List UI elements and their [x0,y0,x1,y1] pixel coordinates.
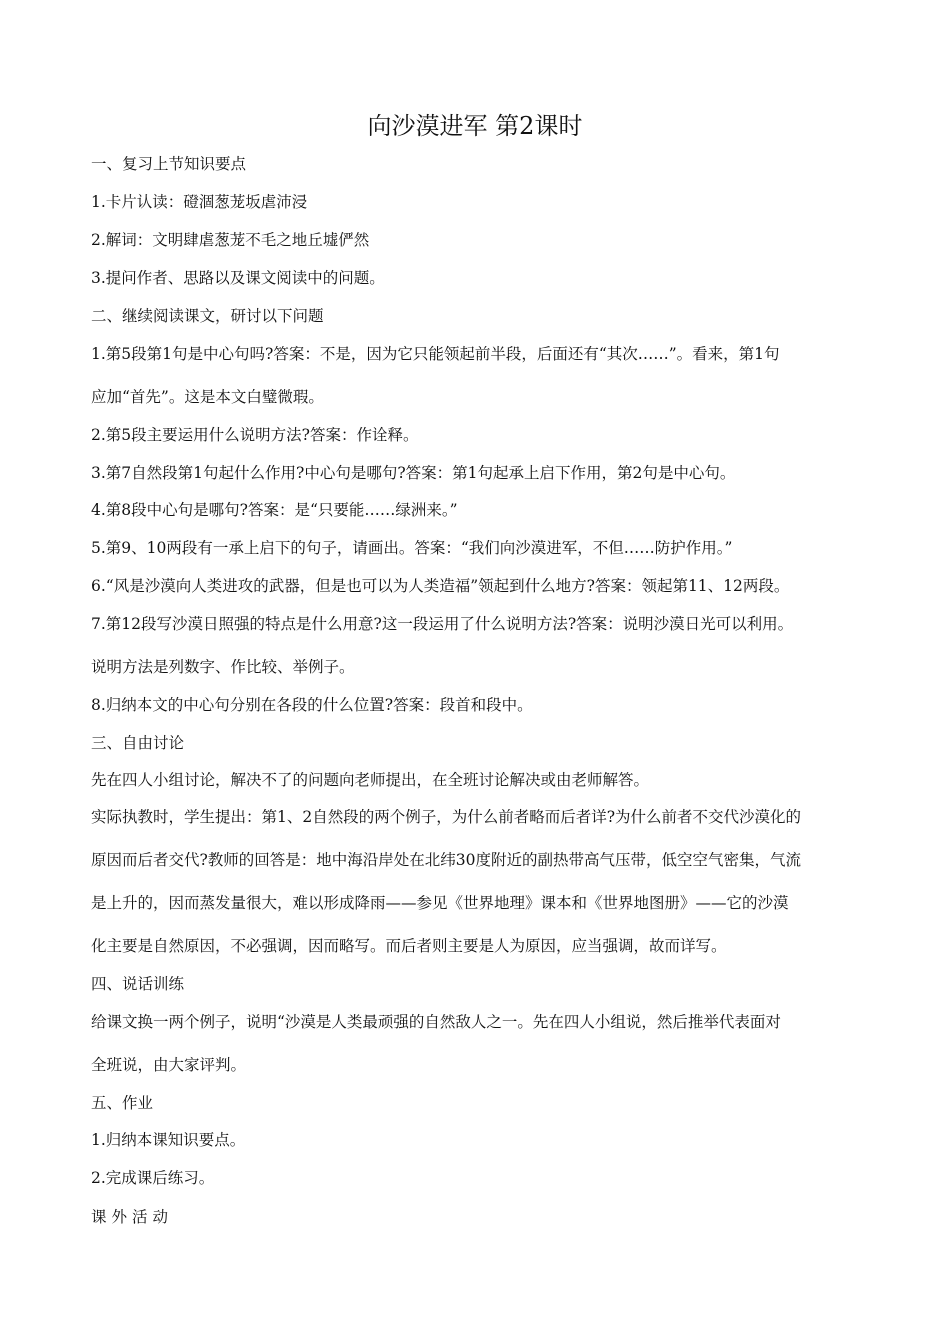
list-item: 1.归纳本课知识要点。 [91,1131,246,1149]
list-item: 4.第8段中心句是哪句?答案：是“只要能……绿洲来。” [91,501,458,519]
paragraph-line: 全班说，由大家评判。 [91,1056,247,1074]
paragraph-line: 给课文换一两个例子，说明“沙漠是人类最顽强的自然敌人之一。先在四人小组说，然后推举代表面对 [91,1013,781,1031]
list-item: 2.完成课后练习。 [91,1169,215,1187]
list-item: 1.卡片认读：磴涸葱茏坂虐沛浸 [91,193,308,211]
list-item: 1.第5段第1句是中心句吗?答案：不是，因为它只能领起前半段，后面还有“其次……”。看来，第1句 [91,345,780,363]
section-heading-review: 一、复习上节知识要点 [91,155,247,173]
paragraph-line: 先在四人小组讨论，解决不了的问题向老师提出，在全班讨论解决或由老师解答。 [91,771,650,789]
list-item: 3.提问作者、思路以及课文阅读中的问题。 [91,269,385,287]
paragraph-line: 原因而后者交代?教师的回答是：地中海沿岸处在北纬30度附近的副热带高气压带，低空空气密集，气流 [91,851,802,869]
section-heading-free-discussion: 三、自由讨论 [91,734,185,752]
list-item: 2.解词：文明肆虐葱茏不毛之地丘墟俨然 [91,231,370,249]
list-item: 8.归纳本文的中心句分别在各段的什么位置?答案：段首和段中。 [91,696,533,714]
section-heading-homework: 五、作业 [91,1094,154,1112]
page-title: 向沙漠进军 第2课时 [367,112,583,140]
paragraph-line: 是上升的，因而蒸发量很大，难以形成降雨——参见《世界地理》课本和《世界地图册》——它的沙漠 [91,894,789,912]
section-heading-discussion-questions: 二、继续阅读课文，研讨以下问题 [91,307,324,325]
list-item-continuation: 说明方法是列数字、作比较、举例子。 [91,658,355,676]
list-item-continuation: 应加“首先”。这是本文白璧微瑕。 [91,388,324,406]
list-item: 3.第7自然段第1句起什么作用?中心句是哪句?答案：第1句起承上启下作用，第2句是中心句。 [91,464,736,482]
paragraph-line: 化主要是自然原因，不必强调，因而略写。而后者则主要是人为原因，应当强调，故而详写。 [91,937,727,955]
section-heading-extracurricular: 课外活动 [91,1208,174,1226]
paragraph-line: 实际执教时，学生提出：第1、2自然段的两个例子，为什么前者略而后者详?为什么前者不交代沙漠化的 [91,808,802,826]
list-item: 2.第5段主要运用什么说明方法?答案：作诠释。 [91,426,419,444]
list-item: 7.第12段写沙漠日照强的特点是什么用意?这一段运用了什么说明方法?答案：说明沙漠日光可以利用。 [91,615,794,633]
list-item: 6.“风是沙漠向人类进攻的武器，但是也可以为人类造福”领起到什么地方?答案：领起第11、12两段。 [91,577,790,595]
section-heading-speaking-training: 四、说话训练 [91,975,185,993]
list-item: 5.第9、10两段有一承上启下的句子，请画出。答案：“我们向沙漠进军，不但……防护作用。” [91,539,733,557]
